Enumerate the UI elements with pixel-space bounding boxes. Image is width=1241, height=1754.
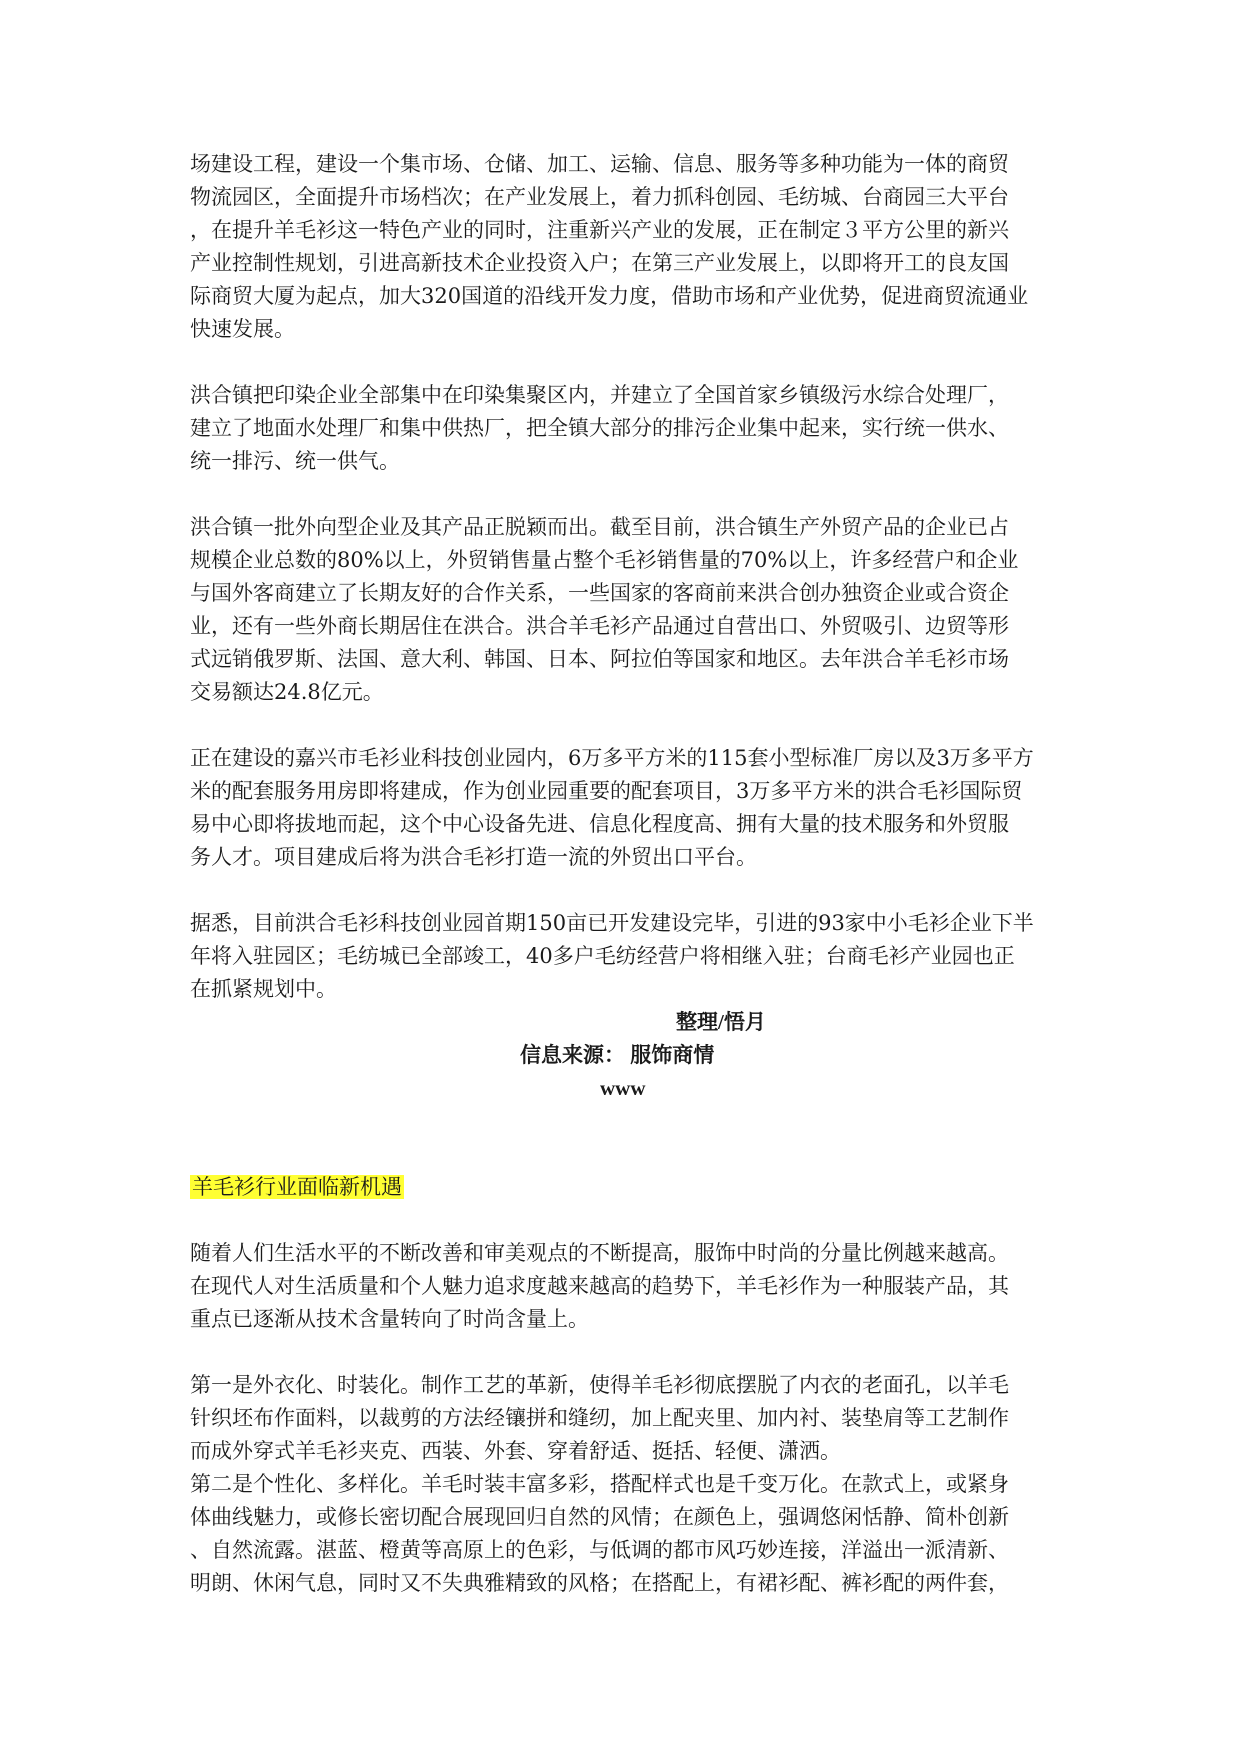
highlighted-heading-text: 羊毛衫行业面临新机遇 <box>192 1175 402 1199</box>
paragraph-spacer <box>190 1336 1056 1369</box>
www-text: www <box>600 1076 646 1100</box>
text-line: 业，还有一些外商长期居住在洪合。洪合羊毛衫产品通过自营出口、外贸吸引、边贸等形 <box>190 614 1009 638</box>
paragraph-park-progress <box>190 907 1056 1006</box>
text-line: 洪合镇一批外向型企业及其产品正脱颖而出。截至目前，洪合镇生产外贸产品的企业已占 <box>190 515 1009 539</box>
text-line: 统一排污、统一供气。 <box>190 449 400 473</box>
text-line: 快速发展。 <box>190 317 295 341</box>
text-line: 而成外穿式羊毛衫夹克、西装、外套、穿着舒适、挺括、轻便、潇洒。 <box>190 1439 841 1463</box>
text-line: 洪合镇把印染企业全部集中在印染集聚区内，并建立了全国首家乡镇级污水综合处理厂， <box>190 383 1009 407</box>
paragraph-export-enterprises <box>190 511 1056 709</box>
text-line: 交易额达24.8亿元。 <box>190 680 384 704</box>
text-line: 体曲线魅力，或修长密切配合展现回归自然的风情；在颜色上，强调悠闲恬静、简朴创新 <box>190 1505 1009 1529</box>
text-line: 明朗、休闲气息，同时又不失典雅精致的风格；在搭配上，有裙衫配、裤衫配的两件套， <box>190 1571 1009 1595</box>
text-line: 针织坯布作面料，以裁剪的方法经镶拼和缝纫，加上配夹里、加内衬、装垫肩等工艺制作 <box>190 1406 1009 1430</box>
paragraph-spacer <box>190 346 1056 379</box>
text-line: 正在建设的嘉兴市毛衫业科技创业园内，6万多平方米的115套小型标准厂房以及3万多平方 <box>190 746 1034 770</box>
text-line: 产业控制性规划，引进高新技术企业投资入户；在第三产业发展上，以即将开工的良友国 <box>190 251 1009 275</box>
text-line: 式远销俄罗斯、法国、意大利、韩国、日本、阿拉伯等国家和地区。去年洪合羊毛衫市场 <box>190 647 1009 671</box>
text-line: 、自然流露。湛蓝、橙黄等高原上的色彩，与低调的都市风巧妙连接，洋溢出一派清新、 <box>190 1538 1009 1562</box>
paragraph-outerwear-personalization <box>190 1369 1056 1600</box>
text-line: 在现代人对生活质量和个人魅力追求度越来越高的趋势下，羊毛衫作为一种服装产品，其 <box>190 1274 1009 1298</box>
paragraph-spacer <box>190 1204 1056 1237</box>
paragraph-dyeing-enterprises <box>190 379 1056 478</box>
paragraph-market-construction <box>190 148 1056 346</box>
text-line: 据悉，目前洪合毛衫科技创业园首期150亩已开发建设完毕，引进的93家中小毛衫企业下半 <box>190 911 1034 935</box>
text-line: 重点已逐渐从技术含量转向了时尚含量上。 <box>190 1307 589 1331</box>
text-line: 际商贸大厦为起点，加大320国道的沿线开发力度，借助市场和产业优势，促进商贸流通业 <box>190 284 1029 308</box>
text-line: 场建设工程，建设一个集市场、仓储、加工、运输、信息、服务等多种功能为一体的商贸 <box>190 152 1009 176</box>
text-line: 易中心即将拔地而起，这个中心设备先进、信息化程度高、拥有大量的技术服务和外贸服 <box>190 812 1009 836</box>
text-line: 规模企业总数的80%以上，外贸销售量占整个毛衫销售量的70%以上，许多经营户和企业 <box>190 548 1019 572</box>
source-credit: 信息来源： 服饰商情 <box>520 1043 715 1067</box>
text-line: 随着人们生活水平的不断改善和审美观点的不断提高，服饰中时尚的分量比例越来越高。 <box>190 1241 1009 1265</box>
text-line: 与国外客商建立了长期友好的合作关系，一些国家的客商前来洪合创办独资企业或合资企 <box>190 581 1009 605</box>
paragraph-fashion-trend <box>190 1237 1056 1336</box>
editor-credit: 整理/悟月 <box>676 1010 766 1034</box>
text-line: 在抓紧规划中。 <box>190 977 337 1001</box>
text-line: 米的配套服务用房即将建成，作为创业园重要的配套项目，3万多平方米的洪合毛衫国际贸 <box>190 779 1023 803</box>
paragraph-science-park <box>190 742 1056 874</box>
document-body <box>190 148 1056 1600</box>
text-line: 第二是个性化、多样化。羊毛时装丰富多彩，搭配样式也是千变万化。在款式上，或紧身 <box>190 1472 1009 1496</box>
section-heading <box>190 1171 1056 1204</box>
text-line: 建立了地面水处理厂和集中供热厂，把全镇大部分的排污企业集中起来，实行统一供水、 <box>190 416 1009 440</box>
text-line: 年将入驻园区；毛纺城已全部竣工，40多户毛纺经营户将相继入驻；台商毛衫产业园也正 <box>190 944 1015 968</box>
text-line: 第一是外衣化、时装化。制作工艺的革新，使得羊毛衫彻底摆脱了内衣的老面孔，以羊毛 <box>190 1373 1009 1397</box>
section-spacer <box>190 1105 1056 1171</box>
paragraph-spacer <box>190 709 1056 742</box>
text-line: ，在提升羊毛衫这一特色产业的同时，注重新兴产业的发展，正在制定３平方公里的新兴 <box>190 218 1009 242</box>
text-line: 物流园区，全面提升市场档次；在产业发展上，着力抓科创园、毛纺城、台商园三大平台 <box>190 185 1009 209</box>
paragraph-spacer <box>190 874 1056 907</box>
paragraph-spacer <box>190 478 1056 511</box>
text-line: 务人才。项目建成后将为洪合毛衫打造一流的外贸出口平台。 <box>190 845 757 869</box>
signature-block <box>190 1006 1056 1105</box>
